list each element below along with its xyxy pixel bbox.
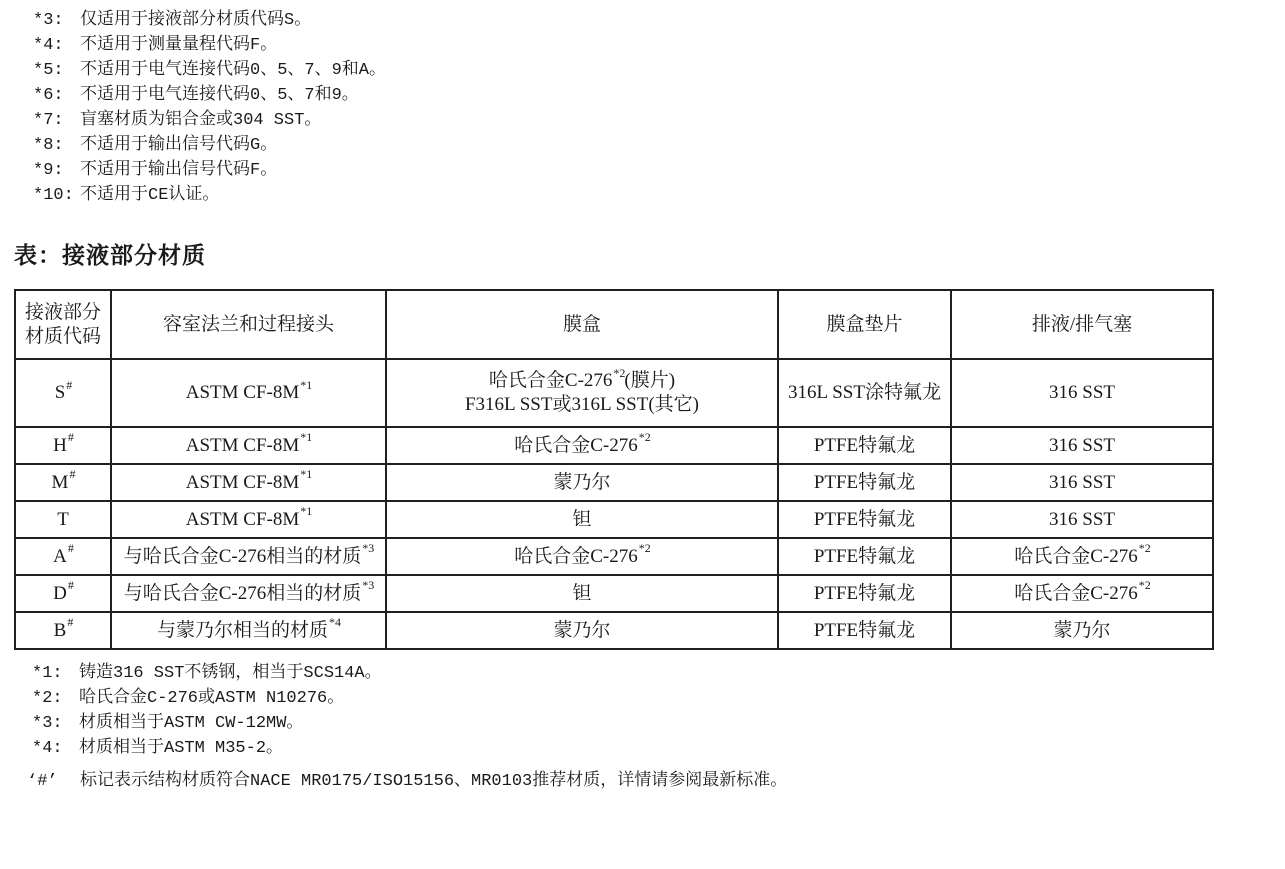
footnote-marker: *3 (362, 578, 375, 593)
table-cell (951, 464, 1213, 501)
cell-text: 与蒙乃尔相当的材质 (156, 619, 328, 641)
footnote-marker: *1 (300, 504, 313, 519)
note-text: 铸造316 SST不锈钢，相当于SCS14A。 (79, 664, 382, 683)
cell-text: ASTM CF-8M (185, 434, 300, 456)
note-row (27, 769, 787, 794)
footnote-marker: *2 (613, 365, 626, 380)
cell-text: 316 SST (1049, 508, 1115, 530)
table-row (15, 427, 1213, 464)
cell-text: PTFE特氟龙 (813, 471, 916, 493)
footnote-marker: *1 (300, 377, 313, 392)
table-cell (951, 538, 1213, 575)
cell-text: 哈氏合金C-276 (514, 434, 638, 456)
note-text: 材质相当于ASTM CW-12MW。 (79, 714, 304, 733)
table-cell (951, 612, 1213, 649)
cell-text: PTFE特氟龙 (813, 434, 916, 456)
wetted-parts-material-table (14, 289, 1214, 650)
note-label: *2: (32, 689, 63, 708)
table-cell (778, 575, 951, 612)
table-cell (111, 501, 386, 538)
table-cell (951, 359, 1213, 427)
cell-text: H (53, 434, 67, 456)
cell-text: D (53, 582, 67, 604)
table-row (15, 575, 1213, 612)
hash-note (27, 769, 787, 794)
note-row (33, 33, 386, 58)
note-text: 标记表示结构材质符合NACE MR0175/ISO15156、MR0103推荐材质，详情请参阅最新标准。 (80, 772, 788, 791)
note-text: 不适用于测量量程代码F。 (80, 36, 278, 55)
cell-text: PTFE特氟龙 (813, 582, 916, 604)
table-cell (778, 427, 951, 464)
footnote-marker: # (69, 467, 76, 482)
cell-text: 蒙乃尔 (553, 471, 611, 493)
cell-text: 钽 (572, 582, 592, 604)
cell-text: 钽 (572, 508, 592, 530)
table-row (15, 359, 1213, 427)
note-label: *8: (33, 136, 64, 155)
cell-text: M (51, 471, 69, 493)
table-cell (111, 538, 386, 575)
cell-text: PTFE特氟龙 (813, 508, 916, 530)
table-title: 表：接液部分材质 (14, 242, 206, 268)
note-text: 不适用于CE认证。 (80, 186, 220, 205)
table-cell (386, 464, 778, 501)
header-cell: 排液/排气塞 (951, 290, 1213, 359)
cell-text: PTFE特氟龙 (813, 619, 916, 641)
cell-text: 哈氏合金C-276 (1014, 545, 1138, 567)
table-cell (15, 538, 111, 575)
cell-text: 哈氏合金C-276 (514, 545, 638, 567)
table-cell (778, 612, 951, 649)
table-cell (778, 359, 951, 427)
table-cell (15, 501, 111, 538)
table-cell (778, 464, 951, 501)
table-cell (15, 359, 111, 427)
note-label: *9: (33, 161, 64, 180)
header-cell: 膜盒 (386, 290, 778, 359)
bottom-footnotes (32, 661, 382, 761)
table-cell (111, 612, 386, 649)
note-row (32, 661, 382, 686)
table-cell (778, 538, 951, 575)
note-text: 仅适用于接液部分材质代码S。 (80, 11, 312, 30)
footnote-marker: *2 (638, 541, 651, 556)
note-text: 哈氏合金C-276或ASTM N10276。 (79, 689, 345, 708)
cell-text: PTFE特氟龙 (813, 545, 916, 567)
table-cell (386, 427, 778, 464)
table-cell (951, 501, 1213, 538)
cell-text: 316 SST (1049, 382, 1115, 403)
table-header-row (15, 290, 1213, 359)
cell-text: ASTM CF-8M (185, 471, 300, 493)
note-text: 盲塞材质为铝合金或304 SST。 (80, 111, 322, 130)
note-label: *6: (33, 86, 64, 105)
table-row (15, 501, 1213, 538)
table-cell (386, 501, 778, 538)
top-footnotes (33, 8, 386, 208)
cell-text: 316L SST涂特氟龙 (788, 382, 941, 403)
note-label: ‘#’ (27, 772, 58, 791)
table-row (15, 612, 1213, 649)
note-row (33, 108, 386, 133)
cell-text: 蒙乃尔 (1053, 619, 1111, 641)
note-row (33, 158, 386, 183)
cell-text: 316 SST (1049, 434, 1115, 456)
table-cell (15, 464, 111, 501)
note-label: *4: (32, 739, 63, 758)
footnote-marker: *4 (329, 615, 341, 630)
table-cell (111, 575, 386, 612)
note-text: 不适用于电气连接代码0、5、7、9和A。 (80, 61, 387, 80)
table-cell (111, 464, 386, 501)
note-row (33, 183, 386, 208)
cell-text: S (54, 382, 66, 403)
table-cell (111, 359, 386, 427)
note-row (32, 736, 382, 761)
note-row (33, 58, 386, 83)
table-cell (386, 538, 778, 575)
note-label: *4: (33, 36, 64, 55)
note-label: *3: (33, 11, 64, 30)
cell-text: T (57, 508, 69, 530)
footnote-marker: # (66, 377, 73, 392)
note-row (33, 133, 386, 158)
footnote-marker: *2 (1138, 578, 1151, 593)
cell-text: 316 SST (1049, 471, 1115, 493)
cell-text: 哈氏合金C-276 (488, 370, 613, 391)
note-row (32, 686, 382, 711)
table-cell (386, 575, 778, 612)
cell-text: ASTM CF-8M (185, 508, 300, 530)
table-cell (15, 427, 111, 464)
table-header (15, 290, 1213, 359)
note-row (32, 711, 382, 736)
table-cell (951, 575, 1213, 612)
table-cell (778, 501, 951, 538)
cell-text: F316L SST或316L SST(其它) (464, 394, 699, 415)
table-cell (386, 612, 778, 649)
table-cell (15, 575, 111, 612)
cell-text: 与哈氏合金C-276相当的材质 (123, 582, 362, 604)
header-cell: 容室法兰和过程接头 (111, 290, 386, 359)
footnote-marker: *1 (300, 430, 313, 445)
cell-text: 哈氏合金C-276 (1014, 582, 1138, 604)
footnote-marker: # (67, 430, 74, 445)
note-label: *10: (33, 186, 74, 205)
table-cell (15, 612, 111, 649)
note-row (33, 8, 386, 33)
footnote-marker: *2 (1138, 541, 1151, 556)
table-cell (386, 359, 778, 427)
footnote-marker: *2 (638, 430, 651, 445)
footnote-marker: # (67, 578, 74, 593)
table-cell (951, 427, 1213, 464)
cell-text: B (53, 619, 67, 641)
note-label: *5: (33, 61, 64, 80)
cell-text: 与哈氏合金C-276相当的材质 (123, 545, 362, 567)
footnote-marker: *1 (300, 467, 313, 482)
note-text: 不适用于输出信号代码F。 (80, 161, 278, 180)
note-label: *1: (32, 664, 63, 683)
cell-text: (膜片) (624, 370, 676, 391)
table-cell (111, 427, 386, 464)
note-label: *3: (32, 714, 63, 733)
table-body (15, 359, 1213, 649)
note-row (33, 83, 386, 108)
cell-text: ASTM CF-8M (185, 382, 300, 403)
table-row (15, 464, 1213, 501)
footnote-marker: *3 (362, 541, 375, 556)
note-text: 不适用于输出信号代码G。 (80, 136, 278, 155)
footnote-marker: # (67, 541, 74, 556)
table-row (15, 538, 1213, 575)
header-cell: 膜盒垫片 (778, 290, 951, 359)
note-label: *7: (33, 111, 64, 130)
cell-text: A (53, 545, 67, 567)
footnote-marker: # (67, 615, 74, 630)
cell-text: 蒙乃尔 (553, 619, 611, 641)
note-text: 材质相当于ASTM M35-2。 (79, 739, 284, 758)
note-text: 不适用于电气连接代码0、5、7和9。 (80, 86, 359, 105)
header-cell: 接液部分 材质代码 (15, 290, 111, 359)
